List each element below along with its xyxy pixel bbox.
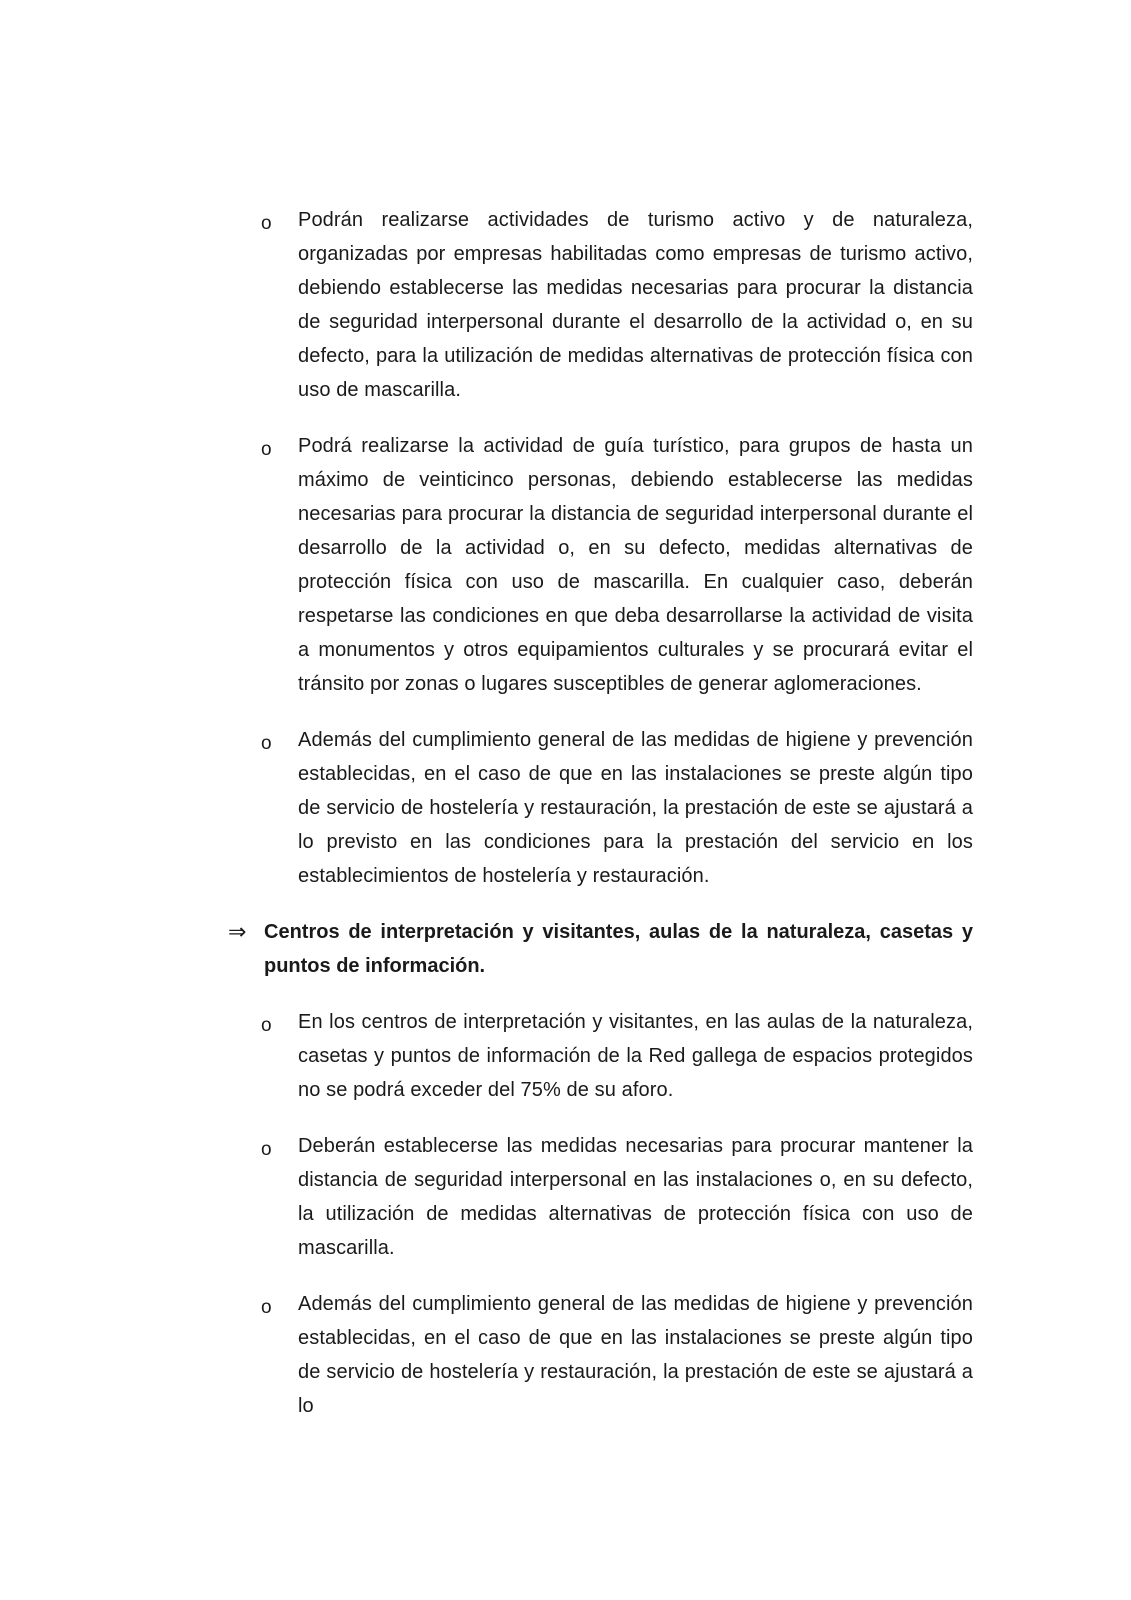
list-item — [228, 1129, 973, 1265]
paragraph-text: Podrá realizarse la actividad de guía turístico, para grupos de hasta un máximo de veinticinco personas, debiendo establecerse las medidas necesarias para procurar la distancia de seguridad interpersonal durante el desarrollo de la actividad o, en su defecto, medidas alternativas de protección física con uso de mascarilla. En cualquier caso, deberán respetarse las condiciones en que deba desarrollarse la actividad de visita a monumentos y otros equipamientos culturales y se procurará evitar el tránsito por zonas o lugares susceptibles de generar aglomeraciones. — [298, 435, 973, 695]
list-item — [228, 1287, 973, 1423]
section-heading — [228, 915, 973, 983]
paragraph-text: Además del cumplimiento general de las medidas de higiene y prevención establecidas, en el caso de que en las instalaciones se preste algún tipo de servicio de hostelería y restauración, la prestación de este se ajustará a lo — [298, 1293, 973, 1417]
paragraph-text: Deberán establecerse las medidas necesarias para procurar mantener la distancia de seguridad interpersonal en las instalaciones o, en su defecto, la utilización de medidas alternativas de protección física con uso de mascarilla. — [298, 1135, 973, 1259]
paragraph-text: En los centros de interpretación y visitantes, en las aulas de la naturaleza, casetas y puntos de información de la Red gallega de espacios protegidos no se podrá exceder del 75% de su aforo. — [298, 1011, 973, 1101]
list-item — [228, 429, 973, 701]
double-arrow-right-icon: ⇒ — [228, 919, 247, 944]
list-item — [228, 1005, 973, 1107]
paragraph-text: Además del cumplimiento general de las medidas de higiene y prevención establecidas, en el caso de que en las instalaciones se preste algún tipo de servicio de hostelería y restauración, la prestación de este se ajustará a lo previsto en las condiciones para la prestación del servicio en los establecimientos de hostelería y restauración. — [298, 729, 973, 887]
circle-bullet-icon: o — [261, 1297, 272, 1318]
circle-bullet-icon: o — [261, 1015, 272, 1036]
circle-bullet-icon: o — [261, 439, 272, 460]
sub-list-centros — [228, 1005, 973, 1423]
circle-bullet-icon: o — [261, 733, 272, 754]
list-item — [228, 203, 973, 407]
section-heading-text: Centros de interpretación y visitantes, aulas de la naturaleza, casetas y puntos de información. — [264, 921, 973, 977]
document-body — [228, 203, 973, 1445]
circle-bullet-icon: o — [261, 213, 272, 234]
sub-list-turismo — [228, 203, 973, 893]
circle-bullet-icon: o — [261, 1139, 272, 1160]
list-item — [228, 723, 973, 893]
paragraph-text: Podrán realizarse actividades de turismo activo y de naturaleza, organizadas por empresas habilitadas como empresas de turismo activo, debiendo establecerse las medidas necesarias para procurar la distancia de seguridad interpersonal durante el desarrollo de la actividad o, en su defecto, para la utilización de medidas alternativas de protección física con uso de mascarilla. — [298, 209, 973, 401]
